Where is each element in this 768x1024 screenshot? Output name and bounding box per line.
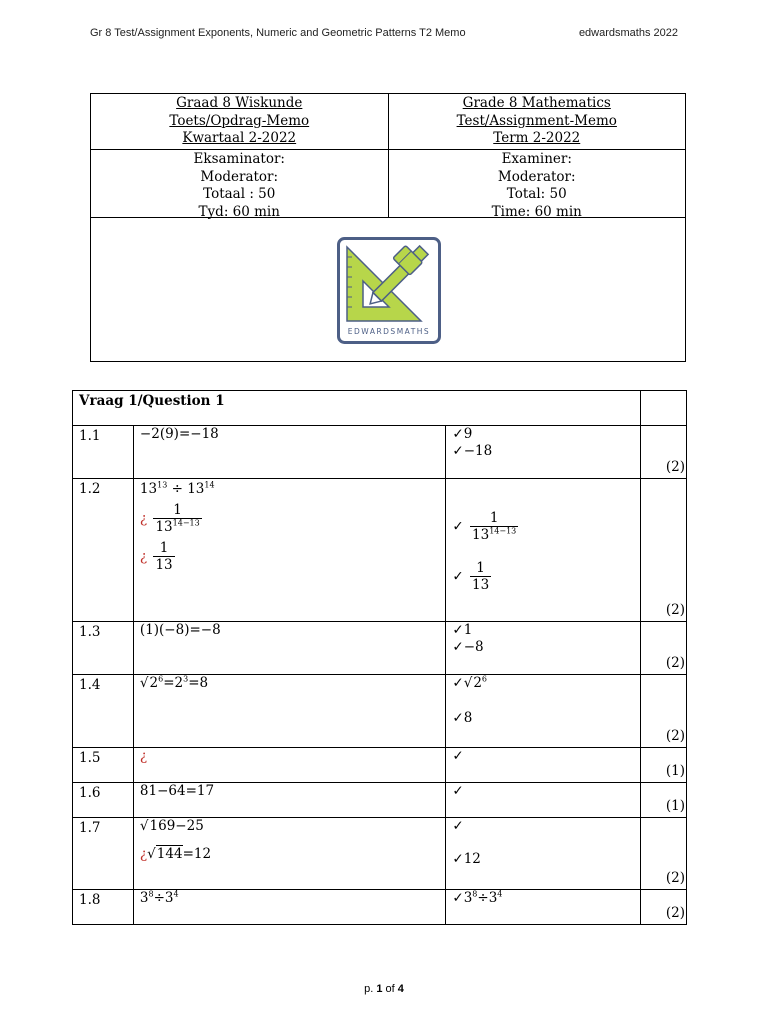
- cover-info-row: [91, 150, 685, 218]
- answer-cell: [446, 622, 641, 675]
- question-number: 1.6: [73, 783, 134, 818]
- question-number: 1.2: [73, 479, 134, 622]
- expr-base: 2: [473, 675, 482, 691]
- working-line: [140, 846, 439, 863]
- check-icon: ✓: [452, 710, 464, 726]
- footer-of: of: [382, 983, 398, 995]
- fraction-denominator: [153, 518, 201, 535]
- answer-value: 12: [463, 851, 481, 867]
- expr-exponent: 14−13: [172, 518, 200, 528]
- document-header-brand: edwardsmaths 2022: [578, 27, 678, 39]
- cover-af-examiner: Eksaminator:: [193, 151, 285, 167]
- working-cell: [133, 818, 445, 890]
- check-icon: ✓: [452, 851, 464, 867]
- check-icon: ✓: [452, 568, 464, 585]
- cover-en-examiner: Examiner:: [501, 151, 572, 167]
- table-row: [73, 426, 687, 479]
- marks: (2): [665, 905, 685, 921]
- answer-line: [452, 851, 634, 868]
- expr-base: 3: [164, 890, 174, 906]
- edwardsmaths-logo: [337, 237, 441, 344]
- cover-en-moderator: Moderator:: [497, 168, 576, 185]
- fraction-denominator: 13: [472, 577, 490, 593]
- marks-cell: [641, 622, 687, 675]
- working-line: [140, 818, 439, 835]
- check-icon: ✓: [452, 890, 464, 906]
- logo-text: EDWARDSMATHS: [347, 327, 431, 336]
- cover-af-time: Tyd: 60 min: [198, 203, 280, 220]
- table-row: [73, 890, 687, 925]
- document-header-title: Gr 8 Test/Assignment Exponents, Numeric and Geometric Patterns T2 Memo: [90, 27, 466, 39]
- expr-exponent: 8: [148, 889, 154, 899]
- page-number: 1: [376, 983, 383, 995]
- square-root: $√2^6$: [139, 674, 164, 691]
- check-icon: ✓: [452, 639, 464, 655]
- expr-operator: ÷: [153, 890, 165, 906]
- fraction-denominator: [470, 526, 518, 543]
- check-icon: ✓: [452, 748, 464, 764]
- expr-exponent: 14: [204, 480, 215, 490]
- marks: (1): [665, 763, 685, 779]
- working-cell: [133, 675, 445, 748]
- answer-value: 1: [463, 622, 473, 638]
- marks-cell: [641, 818, 687, 890]
- cover-en-info: [388, 150, 686, 220]
- expr-exponent: 6: [158, 674, 164, 684]
- working-cell: [133, 622, 445, 675]
- expr-exponent: 6: [481, 674, 487, 684]
- square-root: √144: [147, 846, 183, 862]
- cover-af-term: Kwartaal 2-2022: [182, 130, 297, 146]
- expr-exponent: 4: [497, 889, 503, 899]
- check-icon: ✓: [452, 818, 464, 834]
- expr-base: 13: [155, 519, 173, 535]
- check-icon: ✓: [452, 783, 464, 799]
- working-line: (1)(−8)=−8: [139, 622, 221, 638]
- cover-english-title: [388, 94, 686, 149]
- cover-af-moderator: Moderator:: [200, 168, 279, 185]
- working-cell: [133, 479, 445, 622]
- check-icon: ✓: [452, 675, 464, 691]
- question-1-memo-table: [72, 390, 687, 925]
- answer-line: [452, 426, 634, 443]
- cover-af-total: Totaal : 50: [203, 186, 276, 202]
- marks: (2): [665, 459, 685, 475]
- answer-line: [452, 561, 634, 593]
- marks-cell: [641, 675, 687, 748]
- fraction: [470, 511, 518, 543]
- fraction-numerator: 1: [476, 560, 485, 576]
- check-icon: ✓: [452, 622, 464, 638]
- expr-base: 3: [488, 890, 498, 906]
- table-row: [73, 818, 687, 890]
- question-number: 1.4: [73, 675, 134, 748]
- cover-en-time: Time: 60 min: [491, 203, 582, 220]
- cover-table: [90, 93, 686, 362]
- answer-value: 9: [463, 426, 473, 442]
- expr-base: 13: [139, 481, 158, 497]
- question-number: 1.1: [73, 426, 134, 479]
- fraction-numerator: 1: [159, 540, 169, 556]
- inverted-question-mark: ¿: [139, 846, 148, 862]
- cover-en-term: Term 2-2022: [493, 130, 581, 146]
- answer-line: [452, 890, 634, 907]
- table-row: [73, 783, 687, 818]
- working-cell: [133, 748, 445, 783]
- cover-en-subject: Grade 8 Mathematics: [462, 95, 611, 111]
- fraction: [153, 503, 201, 535]
- cover-af-type: Toets/Opdrag-Memo: [169, 112, 310, 129]
- check-icon: ✓: [452, 518, 464, 535]
- check-icon: ✓: [452, 426, 464, 442]
- square-root: √169−25: [139, 818, 204, 834]
- answer-line: [452, 710, 634, 727]
- answer-cell: [446, 675, 641, 748]
- table-row: [73, 479, 687, 622]
- marks: (2): [665, 602, 685, 618]
- expr-base: 3: [139, 890, 149, 906]
- page-footer: [0, 983, 768, 995]
- answer-cell: [446, 748, 641, 783]
- marks-cell: [641, 479, 687, 622]
- expr-exponent: 8: [472, 889, 478, 899]
- expr-result: =8: [188, 675, 209, 691]
- answer-cell: [446, 426, 641, 479]
- expr-exponent: 4: [173, 889, 179, 899]
- marks-cell: [641, 426, 687, 479]
- working-line: [140, 890, 439, 907]
- question-number: 1.8: [73, 890, 134, 925]
- working-line: 81−64=17: [139, 783, 215, 799]
- fraction-denominator: 13: [155, 557, 173, 573]
- expr-base: 13: [187, 481, 205, 497]
- working-line: −2(9)=−18: [139, 426, 219, 442]
- marks: (2): [665, 655, 685, 671]
- answer-value: 8: [463, 710, 473, 726]
- square-root: $√2^6$: [463, 674, 487, 691]
- working-cell: [133, 890, 445, 925]
- expr-base: 2: [149, 675, 159, 691]
- expr-exponent: 14−13: [489, 526, 517, 536]
- question-number: 1.3: [73, 622, 134, 675]
- cover-afrikaans-title: [91, 94, 388, 149]
- question-title-row: [73, 391, 687, 426]
- footer-prefix: p.: [364, 983, 377, 995]
- answer-line: [452, 443, 634, 460]
- marks-cell: [641, 748, 687, 783]
- answer-cell: [446, 818, 641, 890]
- answer-cell: [446, 783, 641, 818]
- cover-af-subject: Graad 8 Wiskunde: [176, 95, 303, 111]
- marks: (1): [665, 798, 685, 814]
- cover-af-info: [91, 150, 388, 220]
- inverted-question-mark: ¿: [139, 510, 148, 527]
- expr-base: 3: [463, 890, 473, 906]
- expr-base: =2: [163, 675, 184, 691]
- inverted-question-mark: ¿: [139, 548, 148, 565]
- question-number: 1.5: [73, 748, 134, 783]
- working-line: [140, 503, 439, 535]
- answer-cell: [446, 479, 641, 622]
- cover-en-total: Total: 50: [506, 186, 567, 202]
- expr-operator: ÷: [477, 890, 489, 906]
- marks: (2): [665, 728, 685, 744]
- answer-line: [452, 675, 634, 692]
- working-cell: [133, 426, 445, 479]
- fraction-numerator: 1: [489, 510, 499, 526]
- expr-exponent: 3: [183, 674, 189, 684]
- answer-line: [452, 639, 634, 656]
- question-title: Vraag 1/Question 1: [73, 391, 641, 426]
- table-row: [73, 748, 687, 783]
- expr-operator: ÷: [171, 481, 183, 497]
- cover-title-row: [91, 94, 685, 150]
- fraction: [153, 541, 174, 573]
- marks: (2): [665, 870, 685, 886]
- cover-en-type: Test/Assignment-Memo: [456, 112, 617, 129]
- answer-value: −8: [463, 639, 484, 655]
- answer-line: [452, 511, 634, 543]
- answer-cell: [446, 890, 641, 925]
- fraction: [470, 561, 491, 593]
- expr-result: =12: [182, 846, 212, 862]
- fraction-numerator: 1: [173, 502, 182, 518]
- question-title-marks-cell: [641, 391, 687, 426]
- marks-cell: [641, 890, 687, 925]
- check-icon: ✓: [452, 443, 464, 459]
- working-line: [140, 481, 439, 497]
- question-number: 1.7: [73, 818, 134, 890]
- expr-exponent: 13: [157, 480, 168, 490]
- table-row: [73, 622, 687, 675]
- page-total: 4: [397, 983, 404, 995]
- working-cell: [133, 783, 445, 818]
- expr-base: 13: [472, 527, 490, 543]
- answer-value: −18: [463, 443, 493, 459]
- inverted-question-mark: ¿: [139, 748, 148, 764]
- cover-logo-row: [91, 218, 685, 361]
- marks-cell: [641, 783, 687, 818]
- working-line: [140, 541, 439, 573]
- table-row: [73, 675, 687, 748]
- answer-line: [452, 622, 634, 639]
- working-line: [140, 675, 439, 692]
